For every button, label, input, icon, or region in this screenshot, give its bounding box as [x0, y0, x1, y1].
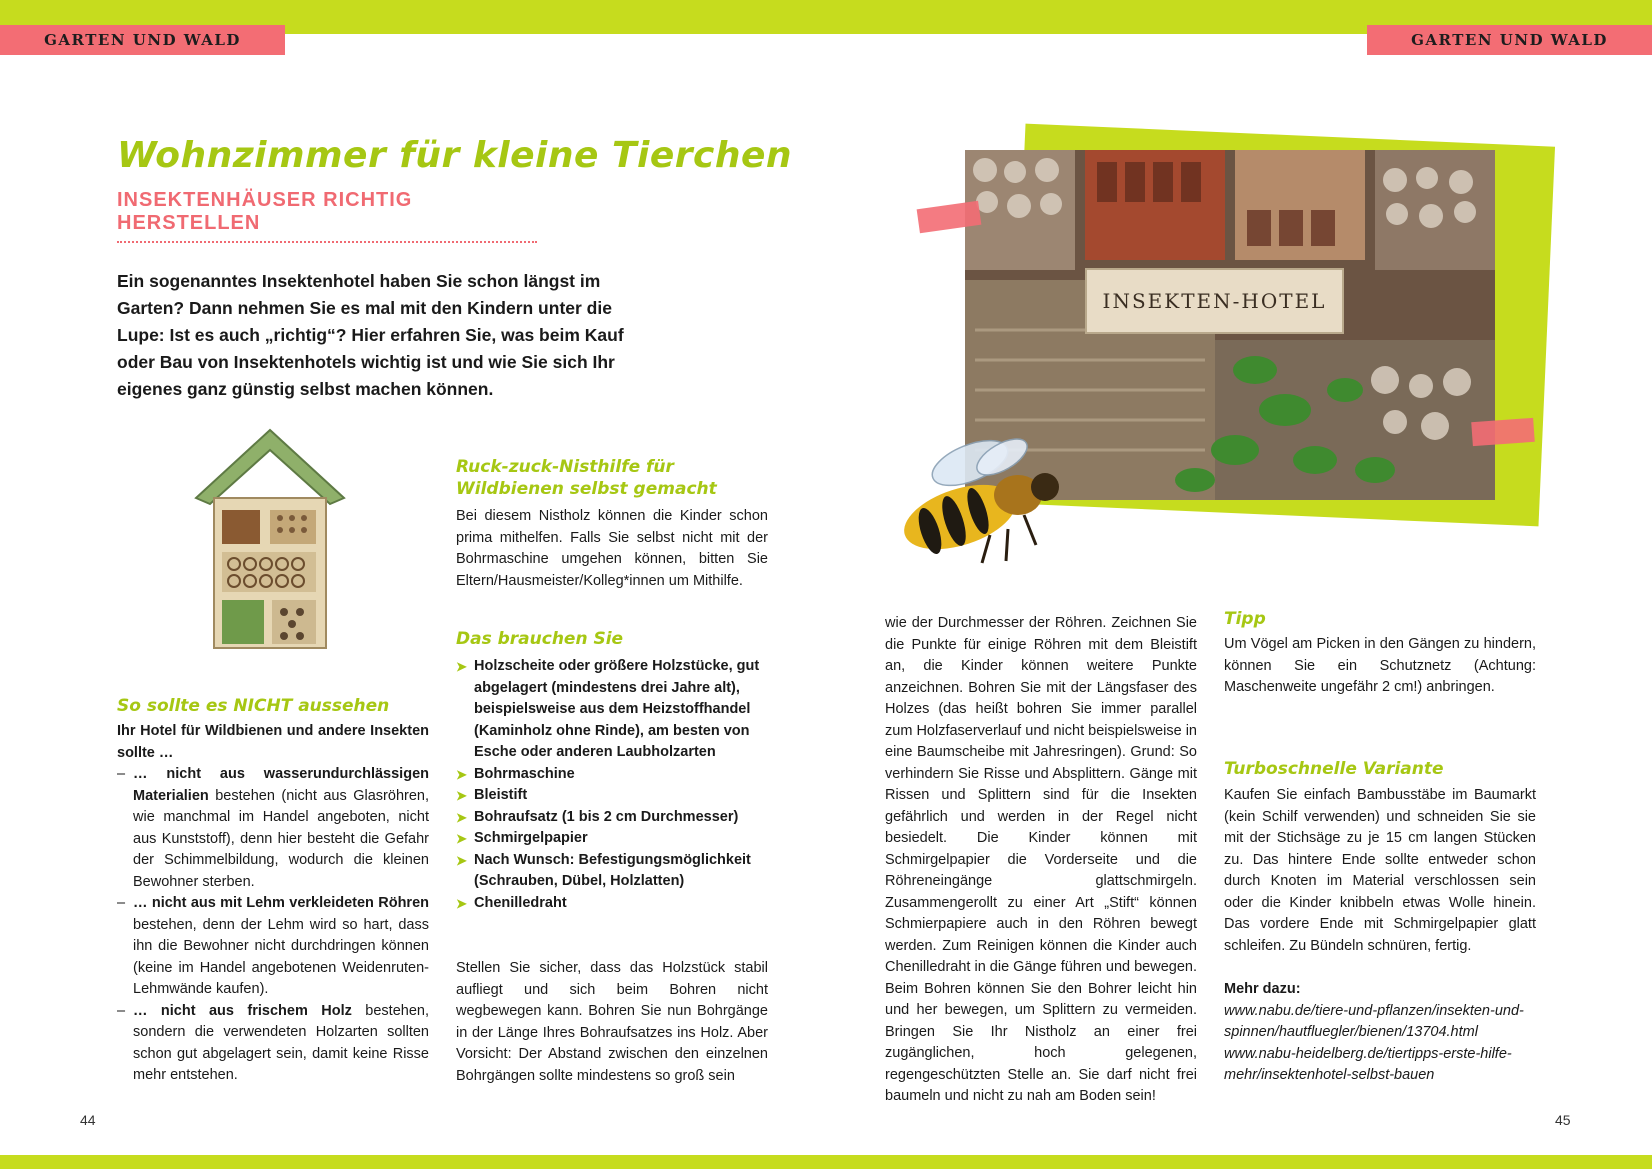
more-info-label: Mehr dazu: [1224, 981, 1301, 997]
list-item: – … nicht aus frischem Holz bestehen, sondern die verwendeten Holzarten sollten schon gut abgelagert sein, damit keine Risse mehr entstehen. [117, 1001, 429, 1087]
list-item: ➤ Chenilledraht [456, 893, 768, 915]
more-info-section [1224, 979, 1536, 1087]
list-item: ➤ Bohrmaschine [456, 764, 768, 786]
quick-nest-heading: Ruck-zuck-Nisthilfe für Wildbienen selbst gemacht [456, 457, 717, 499]
bee-illustration [890, 435, 1070, 575]
arrow-bullet-icon: ➤ [456, 831, 467, 846]
page-number-left: 44 [80, 1112, 96, 1128]
arrow-bullet-icon: ➤ [456, 895, 467, 911]
list-item: ➤ Nach Wunsch: Befestigungsmöglichkeit (Schrauben, Dübel, Holzlatten) [456, 851, 751, 889]
bottom-color-bar [0, 1155, 1652, 1169]
list-item: – … nicht aus wasserundurchlässigen Materialien bestehen (nicht aus Glasröhren, wie manchmal im Handel angeboten, nicht aus Kunststoff), denn hier besteht die Gefahr der Schimmelbildung, wodurch die kleinen Bewohner sterben. [117, 764, 429, 893]
page-subtitle: INSEKTENHÄUSER RICHTIG HERSTELLEN [117, 189, 537, 243]
tape-right [1471, 418, 1535, 446]
page-title: Wohnzimmer für kleine Tierchen [117, 135, 793, 176]
intro-paragraph: Ein sogenanntes Insektenhotel haben Sie schon längst im Garten? Dann nehmen Sie es mal mit den Kindern unter die Lupe: Ist es auch „richtig“? Hier erfahren Sie, was beim Kauf oder Bau von Insektenhotels wichtig ist und wie Sie sich Ihr eigenes ganz günstig selbst machen können. [117, 271, 624, 399]
instructions-part-2: wie der Durchmesser der Röhren. Zeichnen Sie die Punkte für einige Röhren mit dem Bleistift an, die Kinder können weitere Punkte anzeichnen. Bohren Sie mit der Längsfaser des Holzes (das heißt bohren Sie immer parallel zum Holzfaserverlauf und nicht beispielsweise in eine Baumscheibe mit Jahresringen). Grund: So verhindern Sie Risse und Absplittern. Gänge mit Rissen und Splittern sind für die Insekten gefährlich und werden in der Regel nicht besiedelt. Die Kinder können mit Schmirgelpapier die Vorderseite und die Röhreneingänge glattschmirgeln. Zusammengerollt zu einer Art „Stift“ können Schmierpapiere auch in den Röhren bewegt werden. Zum Reinigen können die Kinder auch Chenilledraht in die Gänge führen und bewegen. Beim Bohren können Sie den Bohrer leicht hin und her bewegen, um Splittern zu vermeiden. Bringen Sie Ihr Nistholz an einer frei zugänglichen, hoch gelegenen, regengeschützten Stelle an. Sie darf nicht frei baumeln und nicht zu nah am Boden sein! [885, 615, 1197, 1104]
page-number-right: 45 [1555, 1112, 1571, 1128]
tip-heading: Tipp [1224, 609, 1266, 629]
arrow-bullet-icon: ➤ [456, 809, 467, 825]
arrow-bullet-icon: ➤ [456, 788, 467, 803]
arrow-bullet-icon: ➤ [456, 852, 467, 868]
section-label-right: GARTEN UND WALD [1367, 25, 1652, 55]
list-item: – … nicht aus mit Lehm verkleideten Röhren bestehen, denn der Lehm wird so hart, dass ihn die Bewohner nicht durchdringen können (keine im Handel angebotenen Weidenruten-Lehmwände kaufen). [117, 893, 429, 1001]
list-item: ➤ Bohraufsatz (1 bis 2 cm Durchmesser) [456, 807, 768, 829]
not-like-this-heading: So sollte es NICHT aussehen [117, 696, 390, 716]
list-item: ➤ Holzscheite oder größere Holzstücke, gut abgelagert (mindestens drei Jahre alt), beispielsweise aus dem Heizstoffhandel (Kaminholz ohne Rinde), am besten von Esche oder anderen Laubholzarten [456, 658, 760, 760]
not-like-this-list [117, 764, 429, 1087]
arrow-bullet-icon: ➤ [456, 659, 467, 674]
section-label-left: GARTEN UND WALD [0, 25, 285, 55]
link-nabu-heidelberg[interactable]: www.nabu-heidelberg.de/tiertipps-erste-hilfe-mehr/insektenhotel-selbst-bauen [1224, 1045, 1512, 1083]
quick-nest-text: Bei diesem Nistholz können die Kinder schon prima mithelfen. Falls Sie selbst nicht mit der Bohrmaschine umgehen können, bitten Sie Eltern/Hausmeister/Kolleg*innen um Mithilfe. [456, 508, 768, 589]
instructions-part-1: Stellen Sie sicher, dass das Holzstück stabil aufliegt und sich beim Bohren nicht wegbewegen kann. Bohren Sie nun Bohrgänge in der Länge Ihres Bohraufsatzes ins Holz. Aber Vorsicht: Der Abstand zwischen den einzelnen Bohrgängen sollte mindestens so groß sein [456, 960, 768, 1084]
needs-list [456, 656, 768, 914]
turbo-text: Kaufen Sie einfach Bambusstäbe im Baumarkt (kein Schilf verwenden) und schneiden Sie sie mit der Stichsäge zu je 15 cm langen Stücken zu. Das hintere Ende sollte entweder schon durch Knoten im Material verschlossen sein oder die Kinder knibbeln etwas Wolle hinein. Das vordere Ende mit Schmirgelpapier glatt schleifen. Zu Bündeln schnüren, fertig. [1224, 787, 1536, 954]
tip-text: Um Vögel am Picken in den Gängen zu hindern, können Sie ein Schutznetz (Achtung: Maschenweite ungefähr 2 cm!) anbringen. [1224, 636, 1536, 695]
not-like-this-section [117, 721, 429, 1087]
insect-hotel-sign: INSEKTEN-HOTEL [1085, 268, 1344, 334]
insect-hotel-illustration [190, 428, 350, 658]
list-item: ➤ Schmirgelpapier [456, 828, 768, 850]
needs-heading: Das brauchen Sie [456, 629, 624, 649]
not-like-this-lead: Ihr Hotel für Wildbienen und andere Insekten sollte … [117, 723, 429, 761]
turbo-heading: Turboschnelle Variante [1224, 759, 1444, 779]
arrow-bullet-icon: ➤ [456, 766, 467, 782]
link-nabu[interactable]: www.nabu.de/tiere-und-pflanzen/insekten-und-spinnen/hautfluegler/bienen/13704.html [1224, 1002, 1524, 1040]
list-item: ➤ Bleistift [456, 785, 768, 807]
